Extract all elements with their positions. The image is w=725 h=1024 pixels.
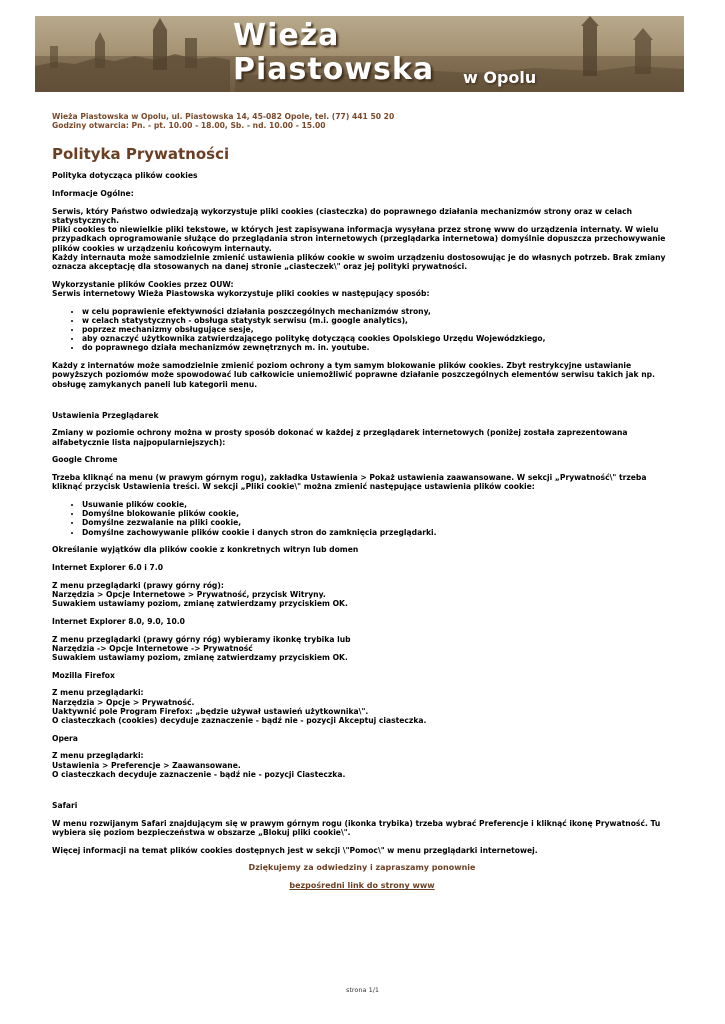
subtitle: Polityka dotycząca plików cookies	[52, 171, 198, 181]
info-line: Serwis, który Państwo odwiedzają wykorzystuje pliki cookies (ciasteczka) do poprawnego działania mechanizmów strony oraz w celach statystycznych.	[52, 206, 633, 226]
safari-text: W menu rozwijanym Safari znajdującym się w prawym górnym rogu (ikonka trybika) trzeba wybrać Preferencje i kliknąć ikonę Prywatność. Tu wybiera się poziom bezpieczeństwa w obszarze „Blokuj pliki cookie\".	[52, 818, 661, 837]
opening-hours: Godziny otwarcia: Pn. - pt. 10.00 - 18.00, Sb. - nd. 10.00 - 15.00	[52, 121, 326, 131]
more-info: Więcej informacji na temat plików cookies dostępnych jest w sekcji \"Pomoc\" w menu przeglądarki internetowej.	[52, 845, 538, 855]
list-item: • Domyślne blokowanie plików cookie,	[82, 509, 672, 518]
ie6-heading: Internet Explorer 6.0 i 7.0	[52, 563, 164, 572]
direct-link[interactable]: bezpośredni link do strony www	[289, 881, 435, 891]
chrome-text: Trzeba kliknąć na menu (w prawym górnym rogu), zakładka Ustawienia > Pokaż ustawienia zaawansowane. W sekcji „Prywatność\" trzeba kliknąć przycisk Ustawienia treści. W sekcji „Pliki cookie\" można zmienić następujące ustawienia plików cookie:	[52, 473, 647, 492]
usage-paragraph	[52, 280, 672, 298]
browsers-intro: Zmiany w poziomie ochrony można w prosty sposób dokonać w każdej z przeglądarek internetowych (poniżej została zaprezentowana alfabetycznie lista najpopularniejszych):	[52, 428, 628, 447]
list-item: • Usuwanie plików cookie,	[82, 500, 672, 509]
info-line: Pliki cookies to niewielkie pliki tekstowe, w których jest zapisywana informacja wysyłana przez stronę www do urządzenia internaty. W wielu przypadkach oprogramowanie służące do przeglądania stron internetowych (przeglądarka internetowa) domyślnie dopuszcza przechowywanie plików cookies w urządzeniu końcowym internauty.	[52, 225, 666, 253]
usage-heading: Wykorzystanie plików Cookies przez OUW:	[52, 279, 234, 289]
firefox-line: Narzędzia > Opcje > Prywatność.	[52, 697, 195, 707]
change-paragraph: Każdy z internatów może samodzielnie zmienić poziom ochrony a tym samym blokowanie plików cookies. Zbyt restrykcyjne ustawianie powyższych poziomów może spowodować lub całkowicie uniemożliwić poprawne działanie poszczególnych elementów serwisu takich jak np. obsługę zamykanych paneli lub kategorii menu.	[52, 361, 655, 389]
browsers-heading: Ustawienia Przeglądarek	[52, 410, 159, 420]
banner-title-line3: w Opolu	[463, 68, 537, 87]
list-item: • w celach statystycznych - obsługa statystyk serwisu (m.i. google analytics),	[82, 316, 672, 325]
ie6-line: Z menu przeglądarki (prawy górny róg):	[52, 580, 224, 590]
ie8-line: Narzędzia -> Opcje Internetowe -> Prywatność	[52, 643, 253, 653]
ie6-paragraph	[52, 581, 672, 609]
page-title: Polityka Prywatności	[52, 145, 230, 164]
list-item: • Domyślne zezwalanie na pliki cookie,	[82, 518, 672, 527]
opera-line: Z menu przeglądarki:	[52, 751, 144, 761]
header-banner	[35, 16, 684, 92]
firefox-paragraph	[52, 688, 672, 725]
thanks-text: Dziękujemy za odwiedziny i zapraszamy ponownie	[248, 863, 476, 873]
chrome-heading: Google Chrome	[52, 455, 118, 465]
firefox-heading: Mozilla Firefox	[52, 670, 115, 680]
list-item: • poprzez mechanizmy obsługujące sesje,	[82, 325, 672, 334]
firefox-line: O ciasteczkach (cookies) decyduje zaznaczenie - bądź nie - pozycji Akceptuj ciasteczka.	[52, 715, 427, 725]
info-line: Każdy internauta może samodzielnie zmienić ustawienia plików cookie w swoim urządzeniu dostosowując je do własnych potrzeb. Brak zmiany oznacza akceptację dla stosowanych na danej stronie „ciasteczek\" oraz jej polityki prywatności.	[52, 252, 666, 272]
address-line: Wieża Piastowska w Opolu, ul. Piastowska 14, 45-082 Opole, tel. (77) 441 50 20	[52, 112, 395, 121]
safari-heading: Safari	[52, 800, 78, 810]
banner-title-line2: Piastowska	[233, 52, 435, 87]
firefox-line: Z menu przeglądarki:	[52, 688, 144, 698]
list-item: • Domyślne zachowywanie plików cookie i danych stron do zamknięcia przeglądarki.	[82, 528, 672, 537]
chrome-list	[52, 500, 672, 537]
ie8-line: Suwakiem ustawiamy poziom, zmianę zatwierdzamy przyciskiem OK.	[52, 652, 348, 662]
opera-line: O ciasteczkach decyduje zaznaczenie - bądź nie - pozycji Ciasteczka.	[52, 769, 346, 779]
ie8-paragraph	[52, 635, 672, 663]
ie6-line: Narzędzia > Opcje Internetowe > Prywatność, przycisk Witryny.	[52, 589, 326, 599]
opera-heading: Opera	[52, 733, 78, 743]
info-heading: Informacje Ogólne:	[52, 189, 134, 199]
page-number: strona 1/1	[345, 986, 380, 994]
ie8-line: Z menu przeglądarki (prawy górny róg) wybieramy ikonkę trybika lub	[52, 634, 351, 644]
document-body	[52, 112, 672, 891]
firefox-line: Uaktywnić pole Program Firefox: „będzie używał ustawień użytkownika\".	[52, 706, 369, 716]
list-item: • w celu poprawienie efektywności działania poszczególnych mechanizmów strony,	[82, 307, 672, 316]
exceptions-text: Określanie wyjątków dla plików cookie z konkretnych witryn lub domen	[52, 545, 359, 555]
ie6-line: Suwakiem ustawiamy poziom, zmianę zatwierdzamy przyciskiem OK.	[52, 599, 348, 609]
usage-intro: Serwis internetowy Wieża Piastowska wykorzystuje pliki cookies w następujący sposób:	[52, 288, 430, 298]
list-item: • do poprawnego działa mechanizmów zewnętrznych m. in. youtube.	[82, 343, 672, 352]
banner-title-line1: Wieża	[233, 18, 340, 53]
opera-line: Ustawienia > Preferencje > Zaawansowane.	[52, 760, 241, 770]
opera-paragraph	[52, 751, 672, 779]
ie8-heading: Internet Explorer 8.0, 9.0, 10.0	[52, 616, 185, 626]
usage-list	[52, 307, 672, 353]
info-paragraph	[52, 207, 672, 271]
list-item: • aby oznaczyć użytkownika zatwierdzającego politykę dotyczącą cookies Opolskiego Urzędu Wojewódzkiego,	[82, 334, 672, 343]
